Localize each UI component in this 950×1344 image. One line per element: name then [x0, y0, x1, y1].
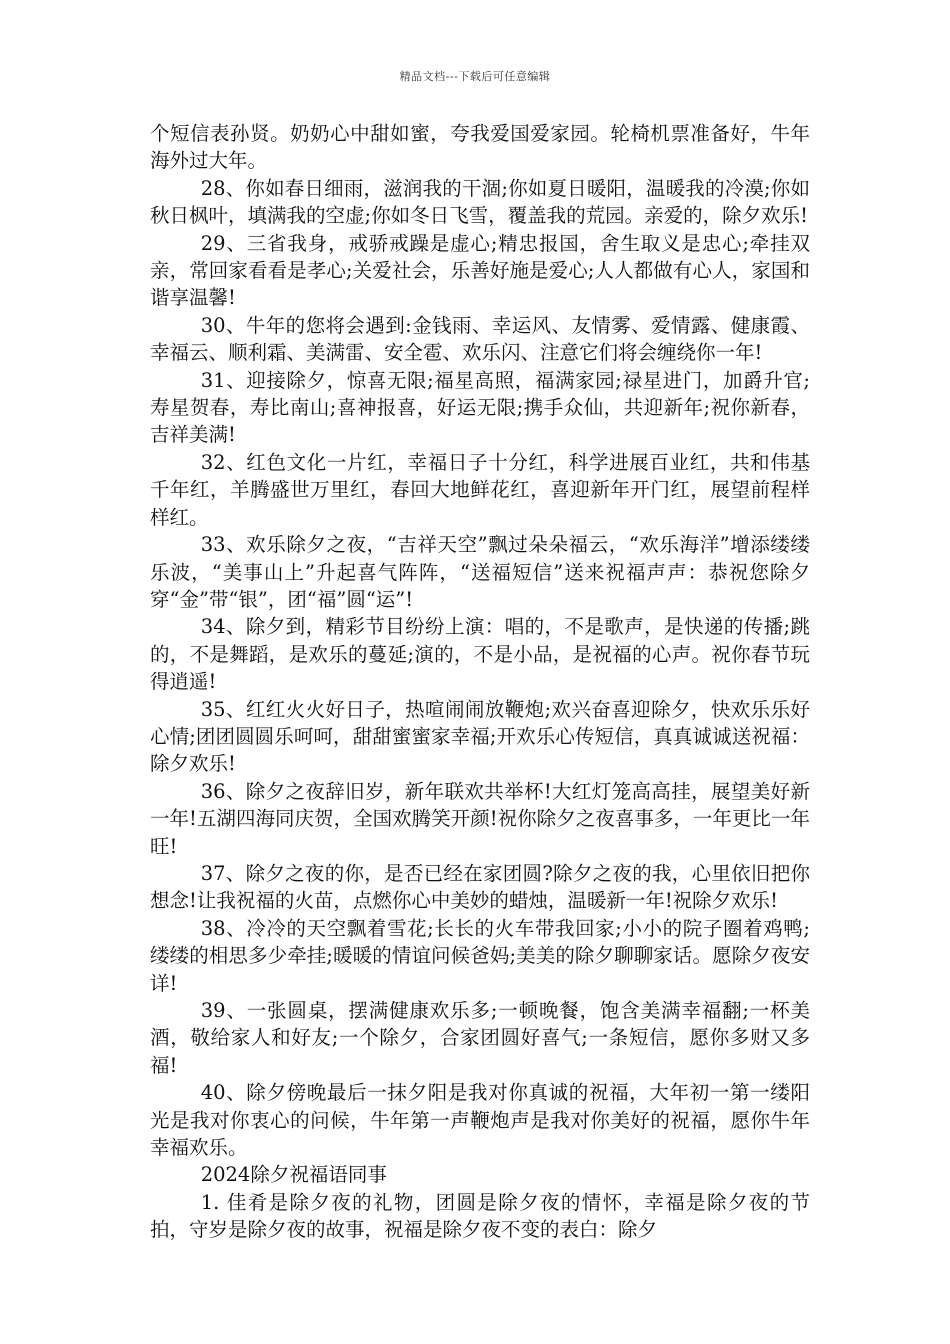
paragraph-32: 32、红色文化一片红，幸福日子十分红，科学进展百业红，共和伟基千年红，羊腾盛世万里红，春回大地鲜花红，喜迎新年开门红，展望前程样样红。	[150, 450, 810, 529]
paragraph-30: 30、牛年的您将会遇到:金钱雨、幸运风、友情雾、爱情露、健康霞、幸福云、顺利霜、美满雷、安全雹、欢乐闪、注意它们将会缠绕你一年!	[150, 313, 810, 365]
paragraph-38: 38、冷冷的天空飘着雪花;长长的火车带我回家;小小的院子圈着鸡鸭;缕缕的相思多少牵挂;暖暖的情谊问候爸妈;美美的除夕聊聊家话。愿除夕夜安详!	[150, 916, 810, 995]
document-body	[150, 120, 810, 1244]
paragraph-31: 31、迎接除夕，惊喜无限;福星高照，福满家园;禄星进门，加爵升官;寿星贺春，寿比南山;喜神报喜，好运无限;携手众仙，共迎新年;祝你新春，吉祥美满!	[150, 368, 810, 447]
paragraph-item-1: 1. 佳肴是除夕夜的礼物，团圆是除夕夜的情怀，幸福是除夕夜的节拍，守岁是除夕夜的故事，祝福是除夕夜不变的表白：除夕	[150, 1190, 810, 1242]
section-heading: 2024除夕祝福语同事	[200, 1163, 387, 1187]
paragraph-36: 36、除夕之夜辞旧岁，新年联欢共举杯!大红灯笼高高挂，展望美好新一年!五湖四海同庆贺，全国欢腾笑开颜!祝你除夕之夜喜事多，一年更比一年旺!	[150, 779, 810, 858]
page-header: 精品文档---下载后可任意编辑	[399, 70, 551, 83]
paragraph-28: 28、你如春日细雨，滋润我的干涸;你如夏日暖阳，温暖我的冷漠;你如秋日枫叶，填满我的空虚;你如冬日飞雪，覆盖我的荒园。亲爱的，除夕欢乐!	[150, 176, 810, 228]
paragraph-34: 34、除夕到，精彩节目纷纷上演：唱的，不是歌声，是快递的传播;跳的，不是舞蹈，是欢乐的蔓延;演的，不是小品，是祝福的心声。祝你春节玩得逍遥!	[150, 615, 810, 694]
paragraph-continuation: 个短信表孙贤。奶奶心中甜如蜜，夸我爱国爱家园。轮椅机票准备好，牛年海外过大年。	[150, 122, 810, 173]
paragraph-35: 35、红红火火好日子，热喧闹闹放鞭炮;欢兴奋喜迎除夕，快欢乐乐好心情;团团圆圆乐呵呵，甜甜蜜蜜家幸福;开欢乐心传短信，真真诚诚送祝福：除夕欢乐!	[150, 697, 810, 776]
paragraph-29: 29、三省我身，戒骄戒躁是虚心;精忠报国，舍生取义是忠心;牵挂双亲，常回家看看是孝心;关爱社会，乐善好施是爱心;人人都做有心人，家国和谐享温馨!	[150, 231, 810, 310]
paragraph-40: 40、除夕傍晚最后一抹夕阳是我对你真诚的祝福，大年初一第一缕阳光是我对你衷心的问候，牛年第一声鞭炮声是我对你美好的祝福，愿你牛年幸福欢乐。	[150, 1081, 810, 1160]
paragraph-37: 37、除夕之夜的你，是否已经在家团圆?除夕之夜的我，心里依旧把你想念!让我祝福的火苗，点燃你心中美妙的蜡烛，温暖新一年!祝除夕欢乐!	[150, 861, 810, 913]
paragraph-39: 39、一张圆桌，摆满健康欢乐多;一顿晚餐，饱含美满幸福翻;一杯美酒，敬给家人和好友;一个除夕，合家团圆好喜气;一条短信，愿你多财又多福!	[150, 999, 810, 1077]
paragraph-33: 33、欢乐除夕之夜，“吉祥天空”飘过朵朵福云，“欢乐海洋”增添缕缕乐波，“美事山上”升起喜气阵阵，“送福短信”送来祝福声声：恭祝您除夕穿“金”带“银”，团“福”圆“运”!	[150, 533, 810, 611]
